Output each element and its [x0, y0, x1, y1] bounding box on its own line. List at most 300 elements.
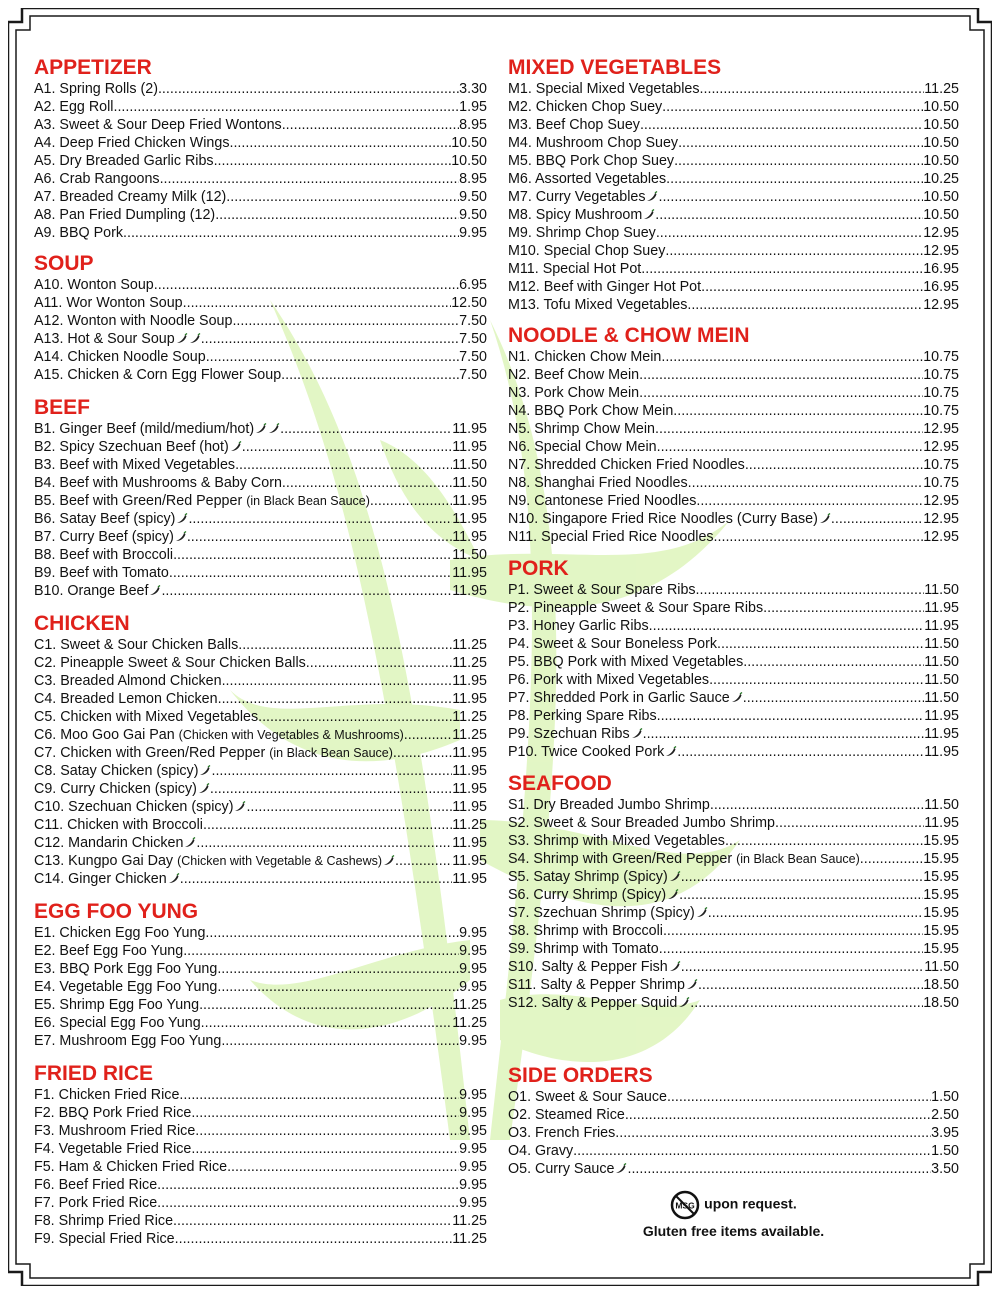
dot-leader: [246, 798, 452, 816]
item-name: N7. Shredded Chicken Fried Noodles: [508, 457, 745, 473]
item-name: N11. Special Fried Rice Noodles: [508, 529, 714, 545]
dot-leader: [229, 134, 451, 152]
dot-leader: [673, 402, 923, 420]
dot-leader: [404, 726, 453, 744]
item-name: F7. Pork Fried Rice: [34, 1195, 158, 1211]
item-price: 10.50: [451, 135, 487, 151]
item-price: 11.95: [924, 708, 959, 724]
item-price: 12.95: [923, 421, 959, 437]
menu-item: [508, 366, 959, 384]
item-name: F4. Vegetable Fried Rice: [34, 1141, 192, 1157]
menu-item: [34, 1122, 487, 1140]
item-name: A15. Chicken & Corn Egg Flower Soup: [34, 367, 282, 383]
item-price: 11.50: [924, 672, 959, 688]
menu-section: [34, 612, 487, 888]
menu-item: [508, 976, 959, 994]
item-name: N2. Beef Chow Mein: [508, 367, 640, 383]
item-price: 10.50: [923, 135, 959, 151]
menu-item: [508, 994, 959, 1012]
menu-item: [508, 492, 959, 510]
item-price: 1.50: [931, 1143, 959, 1159]
item-name: N8. Shanghai Fried Noodles: [508, 475, 688, 491]
gluten-note: Gluten free items available.: [642, 1223, 825, 1239]
menu-item: [34, 1230, 487, 1248]
item-name: N4. BBQ Pork Chow Mein: [508, 403, 674, 419]
item-price: 11.50: [924, 959, 959, 975]
item-price: 11.25: [452, 637, 487, 653]
item-price: 8.95: [459, 171, 487, 187]
dot-leader: [161, 582, 452, 600]
item-price: 11.95: [924, 600, 959, 616]
item-price: 11.95: [452, 565, 487, 581]
menu-item: [34, 1158, 487, 1176]
item-name: A5. Dry Breaded Garlic Ribs: [34, 153, 214, 169]
menu-item: [34, 996, 487, 1014]
item-price: 9.95: [459, 925, 487, 941]
item-price: 16.95: [923, 261, 959, 277]
item-price: 10.50: [923, 99, 959, 115]
menu-item: [34, 116, 487, 134]
item-price: 15.95: [923, 905, 959, 921]
dot-leader: [393, 744, 452, 762]
item-name: P2. Pineapple Sweet & Sour Spare Ribs: [508, 600, 764, 616]
dot-leader: [640, 116, 923, 134]
item-price: 12.95: [923, 529, 959, 545]
dot-leader: [206, 348, 459, 366]
item-name: B7. Curry Beef (spicy): [34, 529, 174, 545]
section-title: BEEF: [34, 396, 91, 419]
section-title: NOODLE & CHOW MEIN: [508, 324, 750, 347]
item-name: B2. Spicy Szechuan Beef (hot): [34, 439, 229, 455]
dot-leader: [679, 886, 923, 904]
section-title: MIXED VEGETABLES: [508, 56, 722, 79]
menu-item: [508, 528, 959, 546]
chili-pepper-icon: [730, 692, 743, 703]
item-name: O1. Sweet & Sour Sauce: [508, 1089, 667, 1105]
dot-leader: [690, 994, 923, 1012]
menu-section: [508, 56, 959, 314]
item-price: 1.95: [459, 99, 487, 115]
dot-leader: [191, 1140, 459, 1158]
dot-leader: [195, 1122, 459, 1140]
chili-pepper-icon: [175, 513, 188, 524]
menu-item: [34, 654, 487, 672]
item-name: S3. Shrimp with Mixed Vegetables: [508, 833, 725, 849]
item-name: O3. French Fries: [508, 1125, 616, 1141]
dot-leader: [232, 312, 459, 330]
item-name: A8. Pan Fried Dumpling (12): [34, 207, 216, 223]
menu-section: [508, 772, 959, 1012]
item-price: 11.95: [452, 439, 487, 455]
dot-leader: [678, 134, 923, 152]
menu-item: [508, 402, 959, 420]
dot-leader: [173, 546, 452, 564]
item-price: 10.75: [923, 403, 959, 419]
item-name: B3. Beef with Mixed Vegetables: [34, 457, 236, 473]
menu-item: [508, 725, 959, 743]
menu-item: [34, 1104, 487, 1122]
item-name: O2. Steamed Rice: [508, 1107, 625, 1123]
dot-leader: [306, 654, 452, 672]
chili-pepper-icon: [664, 746, 677, 757]
menu-item: [34, 1176, 487, 1194]
item-name: P3. Honey Garlic Ribs: [508, 618, 649, 634]
item-name: C13. Kungpo Gai Day: [34, 853, 174, 869]
menu-item: [508, 152, 959, 170]
item-price: 11.25: [452, 1213, 487, 1229]
item-name: P5. BBQ Pork with Mixed Vegetables: [508, 654, 744, 670]
dot-leader: [154, 276, 459, 294]
dot-leader: [217, 960, 459, 978]
item-price: 11.95: [452, 691, 487, 707]
menu-item: [34, 474, 487, 492]
item-name: S4. Shrimp with Green/Red Pepper: [508, 851, 733, 867]
item-name: F8. Shrimp Fried Rice: [34, 1213, 174, 1229]
item-price: 12.95: [923, 297, 959, 313]
item-name: C11. Chicken with Broccoli: [34, 817, 203, 833]
menu-item: [34, 492, 487, 510]
menu-item: [508, 474, 959, 492]
menu-item: [34, 546, 487, 564]
menu-item: [508, 1106, 959, 1124]
dot-leader: [674, 152, 923, 170]
item-name: C6. Moo Goo Gai Pan: [34, 727, 175, 743]
item-name: P4. Sweet & Sour Boneless Pork: [508, 636, 718, 652]
item-name: C4. Breaded Lemon Chicken: [34, 691, 218, 707]
item-price: 11.95: [452, 763, 487, 779]
dot-leader: [700, 80, 925, 98]
menu-item: [508, 170, 959, 188]
menu-item: [34, 80, 487, 98]
chili-pepper-icon: [183, 837, 196, 848]
item-name: P6. Pork with Mixed Vegetables: [508, 672, 710, 688]
item-name: S11. Salty & Pepper Shrimp: [508, 977, 685, 993]
dot-leader: [696, 581, 925, 599]
item-price: 10.75: [923, 349, 959, 365]
menu-item: [508, 242, 959, 260]
item-name: A10. Wonton Soup: [34, 277, 154, 293]
item-name: O4. Gravy: [508, 1143, 574, 1159]
item-name: P1. Sweet & Sour Spare Ribs: [508, 582, 696, 598]
dot-leader: [183, 942, 459, 960]
item-price: 9.95: [459, 1087, 487, 1103]
dot-leader: [205, 924, 459, 942]
menu-item: [34, 852, 487, 870]
section-title: SOUP: [34, 252, 94, 275]
item-name: N1. Chicken Chow Mein: [508, 349, 662, 365]
dot-leader: [227, 1158, 459, 1176]
item-name: B6. Satay Beef (spicy): [34, 511, 176, 527]
menu-item: [34, 456, 487, 474]
chili-pepper-icon: [685, 979, 698, 990]
menu-item: [34, 1014, 487, 1032]
item-price: 11.50: [452, 457, 487, 473]
menu-item: [34, 816, 487, 834]
dot-leader: [698, 976, 923, 994]
section-title: CHICKEN: [34, 612, 130, 635]
dot-leader: [655, 420, 923, 438]
item-price: 7.50: [459, 331, 487, 347]
item-name: N9. Cantonese Fried Noodles: [508, 493, 697, 509]
item-name: P9. Szechuan Ribs: [508, 726, 630, 742]
dot-leader: [665, 242, 923, 260]
menu-item: [34, 942, 487, 960]
dot-leader: [657, 438, 924, 456]
item-price: 11.95: [924, 815, 959, 831]
item-price: 9.95: [459, 1195, 487, 1211]
item-price: 12.50: [451, 295, 487, 311]
item-price: 11.25: [452, 655, 487, 671]
dot-leader: [745, 456, 923, 474]
dot-leader: [123, 224, 459, 242]
menu-item: [34, 206, 487, 224]
menu-item: [508, 635, 959, 653]
chili-pepper-icon: [614, 1163, 627, 1174]
chili-pepper-icon: [382, 855, 395, 866]
item-price: 15.95: [923, 833, 959, 849]
menu-item: [34, 528, 487, 546]
dot-leader: [188, 510, 452, 528]
dot-leader: [625, 1106, 931, 1124]
item-name: M6. Assorted Vegetables: [508, 171, 667, 187]
dot-leader: [860, 850, 923, 868]
item-price: 9.95: [459, 979, 487, 995]
item-price: 9.95: [459, 961, 487, 977]
menu-item: [34, 798, 487, 816]
dot-leader: [218, 690, 453, 708]
item-price: 11.95: [924, 618, 959, 634]
menu-item: [508, 814, 959, 832]
item-price: 11.95: [924, 744, 959, 760]
item-name: A6. Crab Rangoons: [34, 171, 160, 187]
item-name: M12. Beef with Ginger Hot Pot: [508, 279, 702, 295]
menu-item: [508, 260, 959, 278]
item-note: (in Black Bean Sauce): [736, 852, 860, 866]
menu-item: [34, 1194, 487, 1212]
chili-pepper-icon: [267, 423, 280, 434]
item-price: 11.25: [924, 81, 959, 97]
dot-leader: [199, 996, 452, 1014]
dot-leader: [183, 294, 452, 312]
item-name: A2. Egg Roll: [34, 99, 114, 115]
menu-item: [508, 1160, 959, 1178]
menu-item: [34, 1140, 487, 1158]
item-price: 9.95: [459, 943, 487, 959]
menu-item: [34, 294, 487, 312]
menu-item: [508, 134, 959, 152]
right-menu-column: [508, 56, 959, 1178]
menu-item: [34, 510, 487, 528]
item-note: (Chicken with Vegetables & Mushrooms): [178, 728, 404, 742]
item-name: C3. Breaded Almond Chicken: [34, 673, 222, 689]
item-name: B1. Ginger Beef (mild/medium/hot): [34, 421, 255, 437]
item-note: (in Black Bean Sauce): [246, 494, 370, 508]
dot-leader: [743, 653, 924, 671]
section-title: PORK: [508, 557, 569, 580]
dot-leader: [627, 1160, 931, 1178]
menu-item: [34, 224, 487, 242]
item-price: 3.95: [931, 1125, 959, 1141]
item-name: C2. Pineapple Sweet & Sour Chicken Balls: [34, 655, 306, 671]
item-price: 11.25: [452, 709, 487, 725]
dot-leader: [214, 152, 452, 170]
menu-item: [508, 743, 959, 761]
menu-item: [508, 922, 959, 940]
dot-leader: [157, 1176, 459, 1194]
menu-item: [508, 653, 959, 671]
item-name: A9. BBQ Pork: [34, 225, 123, 241]
menu-item: [34, 348, 487, 366]
item-name: M9. Shrimp Chop Suey: [508, 225, 656, 241]
menu-item: [508, 868, 959, 886]
chili-pepper-icon: [254, 423, 267, 434]
item-price: 10.50: [923, 207, 959, 223]
menu-item: [508, 832, 959, 850]
menu-item: [508, 384, 959, 402]
item-price: 8.95: [459, 117, 487, 133]
dot-leader: [201, 330, 459, 348]
dot-leader: [667, 1088, 931, 1106]
item-name: A3. Sweet & Sour Deep Fried Wontons: [34, 117, 282, 133]
menu-item: [34, 98, 487, 116]
menu-item: [34, 870, 487, 888]
item-price: 16.95: [923, 279, 959, 295]
menu-item: [508, 98, 959, 116]
menu-item: [34, 1212, 487, 1230]
section-title: SIDE ORDERS: [508, 1064, 653, 1087]
menu-item: [34, 834, 487, 852]
item-price: 15.95: [923, 941, 959, 957]
item-price: 11.50: [924, 636, 959, 652]
menu-section: [508, 324, 959, 546]
dot-leader: [179, 1086, 459, 1104]
dot-leader: [235, 456, 452, 474]
dot-leader: [160, 170, 460, 188]
dot-leader: [725, 832, 923, 850]
dot-leader: [666, 170, 923, 188]
item-name: M11. Special Hot Pot: [508, 261, 642, 277]
dot-leader: [203, 816, 452, 834]
item-price: 10.75: [923, 385, 959, 401]
menu-item: [34, 960, 487, 978]
item-name: C9. Curry Chicken (spicy): [34, 781, 197, 797]
item-name: F9. Special Fried Rice: [34, 1231, 175, 1247]
item-name: B9. Beef with Tomato: [34, 565, 169, 581]
item-name: S2. Sweet & Sour Breaded Jumbo Shrimp: [508, 815, 776, 831]
item-name: B4. Beef with Mushrooms & Baby Corn: [34, 475, 282, 491]
item-name: N5. Shrimp Chow Mein: [508, 421, 655, 437]
item-price: 12.95: [923, 225, 959, 241]
menu-item: [34, 1086, 487, 1104]
item-price: 11.95: [452, 529, 487, 545]
dot-leader: [242, 438, 453, 456]
dot-leader: [743, 689, 925, 707]
dot-leader: [649, 617, 925, 635]
menu-item: [508, 438, 959, 456]
menu-section: [508, 557, 959, 761]
item-price: 11.95: [452, 745, 487, 761]
dot-leader: [639, 366, 923, 384]
dot-leader: [701, 278, 923, 296]
chili-pepper-icon: [666, 889, 679, 900]
chili-pepper-icon: [668, 871, 681, 882]
item-price: 11.95: [924, 726, 959, 742]
menu-section: [34, 900, 487, 1050]
item-price: 11.95: [452, 583, 487, 599]
menu-item: [34, 366, 487, 384]
item-name: A13. Hot & Sour Soup: [34, 331, 175, 347]
dot-leader: [677, 743, 924, 761]
dot-leader: [710, 796, 924, 814]
dot-leader: [688, 474, 924, 492]
item-name: N3. Pork Chow Mein: [508, 385, 640, 401]
item-price: 10.50: [923, 189, 959, 205]
menu-item: [34, 690, 487, 708]
dot-leader: [663, 922, 923, 940]
msg-note: [508, 1190, 959, 1220]
item-price: 15.95: [923, 923, 959, 939]
dot-leader: [831, 510, 923, 528]
dot-leader: [191, 1104, 459, 1122]
item-name: S7. Szechuan Shrimp (Spicy): [508, 905, 695, 921]
menu-item: [508, 348, 959, 366]
item-price: 3.30: [459, 81, 487, 97]
section-title: EGG FOO YUNG: [34, 900, 199, 923]
chili-pepper-icon: [197, 783, 210, 794]
menu-item: [508, 116, 959, 134]
chili-pepper-icon: [188, 333, 201, 344]
menu-item: [508, 958, 959, 976]
section-title: SEAFOOD: [508, 772, 612, 795]
menu-item: [34, 330, 487, 348]
item-price: 11.50: [924, 654, 959, 670]
menu-item: [34, 134, 487, 152]
menu-section: [34, 56, 487, 242]
menu-item: [34, 170, 487, 188]
msg-text: upon request.: [704, 1195, 797, 1212]
item-name: M8. Spicy Mushroom: [508, 207, 643, 223]
item-price: 11.95: [452, 853, 487, 869]
item-price: 11.25: [452, 727, 487, 743]
item-price: 11.95: [452, 493, 487, 509]
item-name: N10. Singapore Fried Rice Noodles (Curry Base): [508, 511, 818, 527]
chili-pepper-icon: [668, 961, 681, 972]
item-name: C7. Chicken with Green/Red Pepper: [34, 745, 266, 761]
dot-leader: [775, 814, 924, 832]
menu-item: [508, 886, 959, 904]
item-name: M7. Curry Vegetables: [508, 189, 646, 205]
menu-item: [34, 312, 487, 330]
dot-leader: [696, 492, 923, 510]
item-price: 9.50: [459, 189, 487, 205]
menu-item: [508, 456, 959, 474]
dot-leader: [210, 780, 452, 798]
dot-leader: [709, 671, 924, 689]
dot-leader: [681, 958, 925, 976]
item-name: S1. Dry Breaded Jumbo Shrimp: [508, 797, 710, 813]
item-price: 11.25: [452, 997, 487, 1013]
menu-item: [508, 1088, 959, 1106]
item-note: (Chicken with Vegetable & Cashews): [177, 854, 383, 868]
menu-item: [34, 744, 487, 762]
item-name: M10. Special Chop Suey: [508, 243, 666, 259]
item-name: S8. Shrimp with Broccoli: [508, 923, 663, 939]
chili-pepper-icon: [198, 765, 211, 776]
dot-leader: [687, 296, 923, 314]
dot-leader: [221, 1032, 459, 1050]
item-price: 9.95: [459, 1159, 487, 1175]
dot-leader: [662, 98, 923, 116]
